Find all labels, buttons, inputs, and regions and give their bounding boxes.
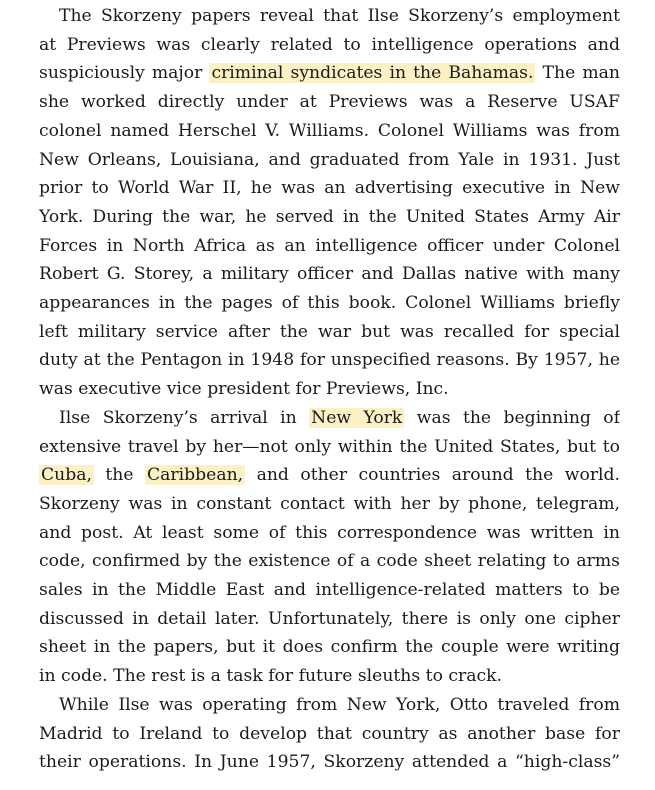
text-segment: suspiciously major [39,63,210,84]
text-line [39,691,620,720]
text-segment: prior to World War II, he was an advertising executive in New [39,178,620,199]
text-segment: at Previews was clearly related to intelligence operations and [39,34,620,55]
text-line [39,748,620,777]
text-line [39,633,620,662]
text-segment: colonel named Herschel V. Williams. Colonel Williams was from [39,120,620,141]
text-segment: sales in the Middle East and intelligence-related matters to be [39,580,620,601]
text-line [39,88,620,117]
text-line [39,232,620,261]
text-segment: New Orleans, Louisiana, and graduated from Yale in 1931. Just [39,149,620,170]
paragraph [39,2,620,404]
text-segment: Skorzeny was in constant contact with her by phone, telegram, [39,493,620,514]
highlighted-text: Cuba, [41,465,92,486]
text-line [39,662,620,691]
paragraph [39,691,620,777]
text-line [39,433,620,462]
text-line [39,404,620,433]
text-line [39,461,620,490]
text-line [39,31,620,60]
text-line [39,318,620,347]
text-segment: extensive travel by her—not only within the United States, but to [39,436,620,457]
text-segment: and other countries around the world. [245,465,620,486]
text-segment: appearances in the pages of this book. Colonel Williams briefly [39,293,620,314]
text-line [39,375,620,404]
text-segment: discussed in detail later. Unfortunately, there is only one cipher [39,608,620,629]
text-line [39,289,620,318]
text-segment: was the beginning of [404,407,620,428]
text-segment: left military service after the war but was recalled for special [39,321,620,342]
text-segment: their operations. In June 1957, Skorzeny attended a “high-class” [39,752,620,773]
text-line [39,720,620,749]
highlighted-text: criminal syndicates in the Bahamas. [211,63,534,84]
text-line [39,260,620,289]
text-line [39,547,620,576]
text-segment: The Skorzeny papers reveal that Ilse Skorzeny’s employment [59,6,620,26]
text-segment: Ilse Skorzeny’s arrival in [59,407,310,428]
text-line [39,490,620,519]
text-line [39,174,620,203]
text-line [39,59,620,88]
text-segment: Forces in North Africa as an intelligence officer under Colonel [39,235,620,256]
text-segment: While Ilse was operating from New York, Otto traveled from [59,694,620,715]
text-line [39,605,620,634]
text-line [39,146,620,175]
highlighted-text: New York [311,407,403,428]
text-segment: the [93,465,146,486]
text-segment: Madrid to Ireland to develop that country as another base for [39,723,620,744]
text-segment: and post. At least some of this correspondence was written in [39,522,620,543]
text-segment: sheet in the papers, but it does confirm the couple were writing [39,637,620,658]
text-segment: she worked directly under at Previews was a Reserve USAF [39,92,620,113]
text-line [39,519,620,548]
text-segment: Robert G. Storey, a military officer and Dallas native with many [39,264,620,285]
text-segment: duty at the Pentagon in 1948 for unspecified reasons. By 1957, he [39,350,620,371]
text-segment: in code. The rest is a task for future sleuths to crack. [39,666,502,687]
text-line [39,117,620,146]
text-segment: York. During the war, he served in the United States Army Air [39,206,620,227]
highlighted-text: Caribbean, [147,465,244,486]
text-segment: code, confirmed by the existence of a code sheet relating to arms [39,551,620,572]
text-line [39,576,620,605]
text-segment: The man [535,63,620,84]
text-line [39,2,620,31]
text-line [39,203,620,232]
text-line [39,346,620,375]
text-segment: was executive vice president for Previews, Inc. [39,379,449,400]
paragraph [39,404,620,691]
